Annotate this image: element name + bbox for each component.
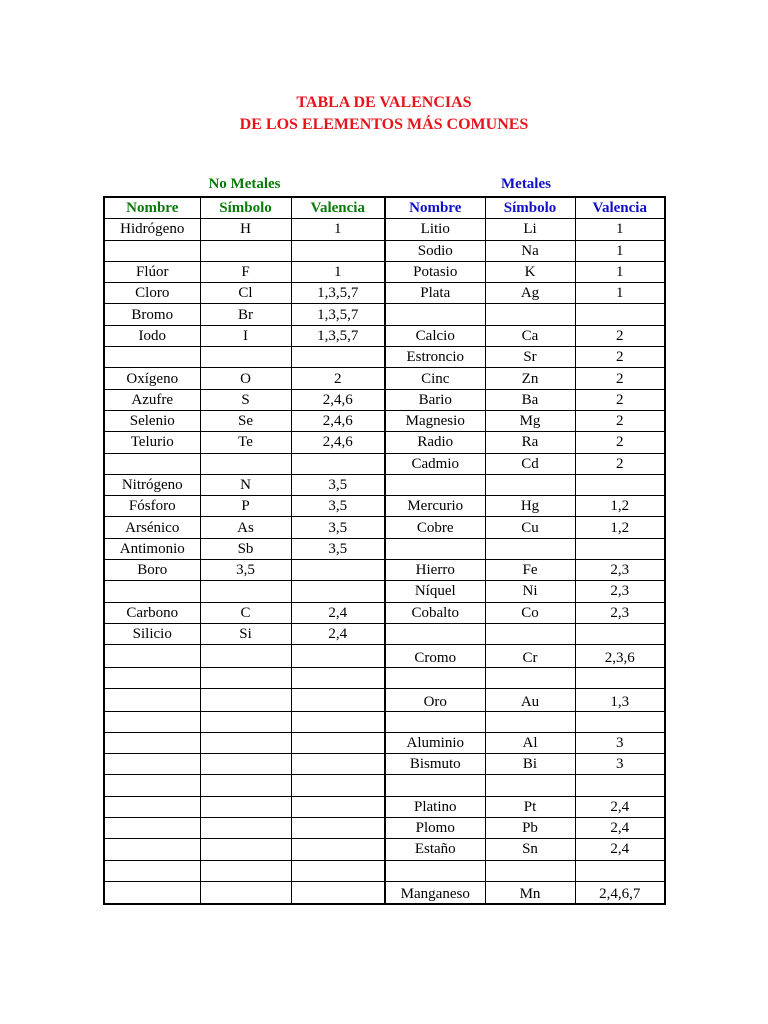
cell-valencia-metal: 2,3 <box>575 602 665 623</box>
cell-valencia-no-metal <box>291 839 385 860</box>
cell-nombre-metal: Cinc <box>385 368 485 389</box>
cell-nombre-no-metal: Hidrógeno <box>104 219 200 240</box>
cell-simbolo-no-metal <box>200 240 291 261</box>
cell-simbolo-no-metal: O <box>200 368 291 389</box>
cell-valencia-no-metal <box>291 689 385 712</box>
cell-nombre-metal: Bismuto <box>385 754 485 775</box>
cell-simbolo-metal: K <box>485 261 575 282</box>
cell-simbolo-metal: Hg <box>485 496 575 517</box>
cell-nombre-no-metal: Nitrógeno <box>104 474 200 495</box>
cell-nombre-no-metal: Oxígeno <box>104 368 200 389</box>
cell-nombre-no-metal: Telurio <box>104 432 200 453</box>
cell-valencia-no-metal <box>291 347 385 368</box>
cell-valencia-metal: 3 <box>575 732 665 753</box>
cell-nombre-no-metal <box>104 453 200 474</box>
cell-simbolo-metal: Fe <box>485 560 575 581</box>
cell-nombre-no-metal <box>104 796 200 817</box>
table-row <box>104 667 665 688</box>
cell-valencia-no-metal <box>291 881 385 904</box>
cell-valencia-no-metal <box>291 560 385 581</box>
table-row <box>104 881 665 904</box>
cell-simbolo-metal: Au <box>485 689 575 712</box>
cell-valencia-no-metal: 1,3,5,7 <box>291 283 385 304</box>
cell-simbolo-metal: Cu <box>485 517 575 538</box>
cell-simbolo-metal: Ni <box>485 581 575 602</box>
table-row <box>104 304 665 325</box>
table-row <box>104 219 665 240</box>
cell-nombre-no-metal: Selenio <box>104 410 200 431</box>
cell-nombre-no-metal: Cloro <box>104 283 200 304</box>
cell-simbolo-metal <box>485 623 575 644</box>
cell-valencia-metal: 2 <box>575 389 665 410</box>
cell-simbolo-metal: Sr <box>485 347 575 368</box>
cell-valencia-metal <box>575 623 665 644</box>
cell-simbolo-metal: Na <box>485 240 575 261</box>
cell-valencia-metal: 2,4 <box>575 818 665 839</box>
table-row <box>104 623 665 644</box>
cell-nombre-metal: Níquel <box>385 581 485 602</box>
cell-valencia-no-metal: 2,4,6 <box>291 432 385 453</box>
cell-valencia-metal: 3 <box>575 754 665 775</box>
cell-simbolo-metal: Cr <box>485 645 575 668</box>
cell-simbolo-no-metal <box>200 860 291 881</box>
table-row <box>104 732 665 753</box>
table-row <box>104 796 665 817</box>
header-nombre-no-metales: Nombre <box>104 197 200 219</box>
cell-valencia-no-metal <box>291 667 385 688</box>
cell-valencia-metal: 2,3 <box>575 581 665 602</box>
cell-simbolo-no-metal: Cl <box>200 283 291 304</box>
header-row <box>104 197 665 219</box>
cell-valencia-no-metal <box>291 860 385 881</box>
cell-nombre-no-metal <box>104 732 200 753</box>
table-row <box>104 474 665 495</box>
cell-simbolo-metal: Mn <box>485 881 575 904</box>
cell-nombre-no-metal: Bromo <box>104 304 200 325</box>
page-title-line-1: TABLA DE VALENCIAS <box>296 94 472 111</box>
cell-simbolo-metal: Al <box>485 732 575 753</box>
table-row <box>104 325 665 346</box>
cell-valencia-no-metal <box>291 818 385 839</box>
table-row <box>104 860 665 881</box>
table-row <box>104 711 665 732</box>
cell-simbolo-metal <box>485 474 575 495</box>
cell-valencia-no-metal <box>291 645 385 668</box>
cell-valencia-metal: 1,2 <box>575 496 665 517</box>
cell-valencia-metal <box>575 474 665 495</box>
cell-valencia-metal: 1,2 <box>575 517 665 538</box>
cell-nombre-no-metal: Fósforo <box>104 496 200 517</box>
cell-simbolo-no-metal <box>200 839 291 860</box>
group-label-no-metales: No Metales <box>208 176 281 192</box>
cell-simbolo-metal <box>485 304 575 325</box>
table-row <box>104 453 665 474</box>
cell-valencia-metal: 2,4,6,7 <box>575 881 665 904</box>
cell-simbolo-no-metal: Te <box>200 432 291 453</box>
cell-valencia-metal: 2 <box>575 325 665 346</box>
cell-nombre-metal: Cobalto <box>385 602 485 623</box>
table-row <box>104 261 665 282</box>
cell-simbolo-metal: Ra <box>485 432 575 453</box>
cell-simbolo-no-metal <box>200 347 291 368</box>
cell-nombre-metal: Plata <box>385 283 485 304</box>
cell-nombre-metal <box>385 304 485 325</box>
cell-valencia-no-metal: 1 <box>291 261 385 282</box>
cell-valencia-no-metal: 2 <box>291 368 385 389</box>
cell-valencia-metal <box>575 538 665 559</box>
cell-nombre-metal: Estaño <box>385 839 485 860</box>
cell-nombre-metal: Sodio <box>385 240 485 261</box>
cell-valencia-no-metal <box>291 453 385 474</box>
cell-simbolo-no-metal <box>200 453 291 474</box>
cell-valencia-metal: 2 <box>575 368 665 389</box>
cell-valencia-metal <box>575 860 665 881</box>
cell-simbolo-metal <box>485 775 575 796</box>
cell-nombre-no-metal <box>104 581 200 602</box>
cell-nombre-no-metal: Silicio <box>104 623 200 644</box>
cell-valencia-metal <box>575 667 665 688</box>
cell-nombre-metal: Manganeso <box>385 881 485 904</box>
cell-valencia-no-metal: 2,4 <box>291 623 385 644</box>
cell-simbolo-no-metal <box>200 581 291 602</box>
group-label-metales: Metales <box>501 176 551 192</box>
cell-nombre-metal <box>385 860 485 881</box>
cell-simbolo-no-metal: Br <box>200 304 291 325</box>
cell-nombre-no-metal <box>104 711 200 732</box>
cell-simbolo-no-metal: S <box>200 389 291 410</box>
table-row <box>104 347 665 368</box>
cell-nombre-metal: Hierro <box>385 560 485 581</box>
cell-nombre-metal: Estroncio <box>385 347 485 368</box>
cell-valencia-no-metal: 3,5 <box>291 474 385 495</box>
cell-simbolo-metal: Cd <box>485 453 575 474</box>
table-row <box>104 818 665 839</box>
cell-simbolo-no-metal <box>200 775 291 796</box>
cell-nombre-metal <box>385 538 485 559</box>
cell-nombre-metal: Platino <box>385 796 485 817</box>
cell-simbolo-no-metal: F <box>200 261 291 282</box>
cell-nombre-no-metal <box>104 818 200 839</box>
cell-simbolo-metal: Bi <box>485 754 575 775</box>
cell-simbolo-no-metal <box>200 711 291 732</box>
cell-nombre-metal: Potasio <box>385 261 485 282</box>
cell-simbolo-no-metal <box>200 818 291 839</box>
header-valencia-no-metales: Valencia <box>291 197 385 219</box>
cell-nombre-no-metal <box>104 347 200 368</box>
cell-simbolo-metal: Ba <box>485 389 575 410</box>
cell-simbolo-metal: Li <box>485 219 575 240</box>
cell-valencia-metal: 2,3,6 <box>575 645 665 668</box>
table-row <box>104 240 665 261</box>
cell-valencia-metal: 2,3 <box>575 560 665 581</box>
cell-simbolo-metal: Co <box>485 602 575 623</box>
table-row <box>104 389 665 410</box>
cell-valencia-no-metal: 2,4,6 <box>291 410 385 431</box>
cell-nombre-no-metal <box>104 839 200 860</box>
table-row <box>104 839 665 860</box>
cell-nombre-metal <box>385 623 485 644</box>
table-row <box>104 496 665 517</box>
cell-valencia-metal: 2,4 <box>575 796 665 817</box>
table-row <box>104 432 665 453</box>
cell-valencia-no-metal <box>291 711 385 732</box>
cell-nombre-metal <box>385 474 485 495</box>
cell-simbolo-metal <box>485 860 575 881</box>
header-simbolo-no-metales: Símbolo <box>200 197 291 219</box>
table-row <box>104 754 665 775</box>
cell-valencia-metal: 1 <box>575 283 665 304</box>
cell-simbolo-no-metal <box>200 796 291 817</box>
cell-nombre-no-metal: Iodo <box>104 325 200 346</box>
cell-simbolo-no-metal <box>200 732 291 753</box>
cell-nombre-metal: Cadmio <box>385 453 485 474</box>
cell-valencia-no-metal: 3,5 <box>291 517 385 538</box>
table-row <box>104 283 665 304</box>
cell-simbolo-no-metal <box>200 689 291 712</box>
table-row <box>104 368 665 389</box>
cell-simbolo-no-metal <box>200 645 291 668</box>
cell-simbolo-metal <box>485 538 575 559</box>
cell-nombre-no-metal: Carbono <box>104 602 200 623</box>
cell-valencia-metal <box>575 304 665 325</box>
cell-valencia-no-metal <box>291 796 385 817</box>
table-row <box>104 775 665 796</box>
cell-simbolo-no-metal: N <box>200 474 291 495</box>
cell-valencia-no-metal <box>291 240 385 261</box>
cell-valencia-metal: 1 <box>575 240 665 261</box>
cell-simbolo-metal: Sn <box>485 839 575 860</box>
cell-nombre-metal <box>385 775 485 796</box>
cell-nombre-metal: Cromo <box>385 645 485 668</box>
cell-simbolo-no-metal: C <box>200 602 291 623</box>
cell-nombre-metal: Litio <box>385 219 485 240</box>
cell-simbolo-no-metal: As <box>200 517 291 538</box>
cell-valencia-metal <box>575 711 665 732</box>
cell-nombre-no-metal <box>104 881 200 904</box>
cell-nombre-metal: Plomo <box>385 818 485 839</box>
cell-nombre-metal: Oro <box>385 689 485 712</box>
cell-nombre-no-metal <box>104 667 200 688</box>
cell-nombre-metal: Calcio <box>385 325 485 346</box>
cell-nombre-no-metal <box>104 645 200 668</box>
table-row <box>104 645 665 668</box>
cell-valencia-no-metal: 1,3,5,7 <box>291 304 385 325</box>
table-row <box>104 602 665 623</box>
table-row <box>104 560 665 581</box>
cell-valencia-metal: 2 <box>575 347 665 368</box>
cell-nombre-no-metal <box>104 689 200 712</box>
cell-valencia-metal: 2 <box>575 453 665 474</box>
cell-simbolo-metal: Zn <box>485 368 575 389</box>
cell-simbolo-metal: Pb <box>485 818 575 839</box>
cell-simbolo-no-metal: H <box>200 219 291 240</box>
cell-simbolo-no-metal <box>200 881 291 904</box>
cell-valencia-metal: 2 <box>575 432 665 453</box>
cell-nombre-metal: Cobre <box>385 517 485 538</box>
cell-valencia-metal: 2 <box>575 410 665 431</box>
cell-valencia-metal: 2,4 <box>575 839 665 860</box>
cell-valencia-metal: 1 <box>575 261 665 282</box>
valencias-table <box>103 196 666 905</box>
table-row <box>104 581 665 602</box>
header-simbolo-metales: Símbolo <box>485 197 575 219</box>
page-title-line-2: DE LOS ELEMENTOS MÁS COMUNES <box>239 116 529 133</box>
cell-valencia-no-metal <box>291 581 385 602</box>
cell-valencia-no-metal <box>291 775 385 796</box>
cell-nombre-no-metal: Azufre <box>104 389 200 410</box>
cell-nombre-no-metal <box>104 240 200 261</box>
header-valencia-metales: Valencia <box>575 197 665 219</box>
cell-simbolo-metal: Ag <box>485 283 575 304</box>
cell-nombre-no-metal: Antimonio <box>104 538 200 559</box>
cell-valencia-no-metal: 1 <box>291 219 385 240</box>
cell-simbolo-metal <box>485 667 575 688</box>
cell-simbolo-metal: Mg <box>485 410 575 431</box>
cell-nombre-metal: Mercurio <box>385 496 485 517</box>
cell-valencia-no-metal <box>291 754 385 775</box>
cell-nombre-metal: Radio <box>385 432 485 453</box>
cell-nombre-metal: Bario <box>385 389 485 410</box>
cell-simbolo-metal: Pt <box>485 796 575 817</box>
cell-simbolo-metal: Ca <box>485 325 575 346</box>
cell-nombre-metal <box>385 667 485 688</box>
cell-valencia-metal <box>575 775 665 796</box>
table-row <box>104 517 665 538</box>
cell-simbolo-no-metal: 3,5 <box>200 560 291 581</box>
cell-nombre-no-metal: Flúor <box>104 261 200 282</box>
table-row <box>104 410 665 431</box>
cell-nombre-no-metal <box>104 775 200 796</box>
cell-valencia-no-metal: 3,5 <box>291 538 385 559</box>
cell-nombre-no-metal: Arsénico <box>104 517 200 538</box>
cell-simbolo-metal <box>485 711 575 732</box>
table-row <box>104 689 665 712</box>
cell-simbolo-no-metal: P <box>200 496 291 517</box>
cell-nombre-no-metal <box>104 860 200 881</box>
cell-valencia-no-metal: 2,4 <box>291 602 385 623</box>
cell-valencia-no-metal: 2,4,6 <box>291 389 385 410</box>
cell-simbolo-no-metal <box>200 754 291 775</box>
cell-simbolo-no-metal <box>200 667 291 688</box>
cell-valencia-metal: 1,3 <box>575 689 665 712</box>
table-row <box>104 538 665 559</box>
cell-nombre-no-metal <box>104 754 200 775</box>
cell-valencia-metal: 1 <box>575 219 665 240</box>
cell-nombre-metal: Aluminio <box>385 732 485 753</box>
cell-simbolo-no-metal: I <box>200 325 291 346</box>
cell-simbolo-no-metal: Si <box>200 623 291 644</box>
header-nombre-metales: Nombre <box>385 197 485 219</box>
cell-nombre-no-metal: Boro <box>104 560 200 581</box>
cell-nombre-metal <box>385 711 485 732</box>
cell-valencia-no-metal: 3,5 <box>291 496 385 517</box>
cell-simbolo-no-metal: Sb <box>200 538 291 559</box>
cell-nombre-metal: Magnesio <box>385 410 485 431</box>
cell-valencia-no-metal: 1,3,5,7 <box>291 325 385 346</box>
cell-valencia-no-metal <box>291 732 385 753</box>
cell-simbolo-no-metal: Se <box>200 410 291 431</box>
